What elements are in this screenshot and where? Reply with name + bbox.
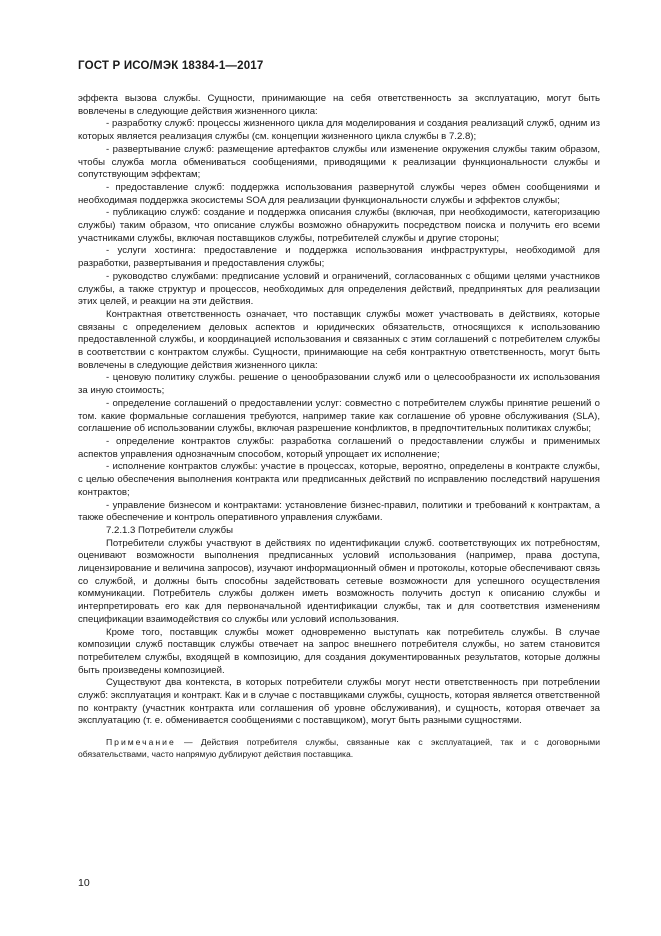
note-label: Примечание (106, 737, 176, 748)
paragraph-contexts: Существуют два контекста, в которых потребители службы могут нести ответственность при потреблении служб: эксплуатация и контракт. Как и в случае с поставщиками службы, сущность, которая является ответственной по контракту (участник контракта или соглашения об уровне обслуживания), и сущность, которая отвечает за эксплуатацию (т. е. обменивается сообщениями с поставщиком), могут быть разными сущностями. (78, 677, 600, 727)
document-header: ГОСТ Р ИСО/МЭК 18384-1—2017 (78, 60, 264, 72)
paragraph-consumers: Потребители службы участвуют в действиях по идентификации служб. соответствующих их потребностям, оценивают возможности выполнения предписанных условий использования (например, права доступа, лицензирование и величина запросов), изучают информационный обмен и протоколы, которые обеспечивают связь со службой, и должны быть способны задействовать сетевые возможности для успешного осуществления коммуникации. Потребитель службы должен иметь возможность получить доступ к описанию службы и интерпретировать его как для первоначальной идентификации службы, так и для соответствия изменениям спецификации взаимодействия со службы или условий использования. (78, 537, 600, 625)
list-item-publication: - публикацию служб: создание и поддержка описания службы (включая, при необходимости, категоризацию службы) таким образом, что описание службы возможно обнаружить посредством поиска и получить его всеми участниками службы, включая поставщиков службы, потребителей службы и другие стороны; (78, 207, 600, 244)
list-item-business-management: - управление бизнесом и контрактами: установление бизнес-правил, политики и требований к контрактам, а также обеспечение и контроль оперативного управления службами. (78, 499, 600, 524)
paragraph-continuation: эффекта вызова службы. Сущности, принимающие на себя ответственность за эксплуатацию, могут быть вовлечены в следующие действия жизненного цикла: (78, 93, 600, 117)
list-item-pricing: - ценовую политику службы. решение о ценообразовании служб или о целесообразности их использования за иную стоимость; (78, 372, 600, 397)
list-item-sla: - определение соглашений о предоставлении услуг: совместно с потребителем службы принятие решений о том. какие формальные соглашения требуются, например такие как соглашение об уровне обслуживания (SLA), соглашение об использовании службы, включая разрешение конфликтов, в предпочтительных политиках службы; (78, 397, 600, 435)
list-item-deployment: - развертывание служб: размещение артефактов службы или изменение окружения службы таким образом, чтобы служба могла обмениваться сообщениями, приводящими к реализации функциональности службы и сопутствующим эффектам; (78, 143, 600, 181)
list-item-development: - разработку служб: процессы жизненного цикла для моделирования и создания реализаций служб, одним из которых является реализация службы (см. концепции жизненного цикла службы в 7.2.8); (78, 118, 600, 143)
note-text: — Действия потребителя службы, связанные как с эксплуатацией, так и с договорными обязательствами, часто напрямую дублируют действия поставщика. (78, 737, 601, 760)
section-heading: 7.2.1.3 Потребители службы (106, 524, 233, 536)
list-item-contract-definition: - определение контрактов службы: разработка соглашений о предоставлении службы и применимых аспектов управления однозначным способом, который упрощает их исполнение; (78, 435, 600, 460)
list-item-contract-execution: - исполнение контрактов службы: участие в процессах, которые, вероятно, определены в контракте службы, с целью обеспечения выполнения контракта или предписанных действий по исправлению последствий нарушения контрактов; (78, 461, 600, 498)
list-item-hosting: - услуги хостинга: предоставление и поддержка использования инфраструктуры, необходимой для разработки, развертывания и предоставления службы; (78, 245, 600, 270)
note (78, 736, 600, 760)
page-number: 10 (78, 877, 90, 889)
paragraph-contract-responsibility: Контрактная ответственность означает, что поставщик службы может участвовать в действиях, которые связаны с определением деловых аспектов и юридических обязательств, относящихся к использованию предоставленной службы, и координацией использования и связанных с этим соглашений с потребителем службы в соответствии с контрактом службы. Сущности, принимающие на себя контрактную ответственность, могут быть вовлечены в следующие действия жизненного цикла: (78, 308, 600, 371)
document-body (78, 93, 600, 760)
list-item-provision: - предоставление служб: поддержка использования развернутой службы через обмен сообщениями и необходимая поддержка экосистемы SOA для реализации функциональности службы и эффектов службы; (78, 181, 600, 206)
paragraph-composition: Кроме того, поставщик службы может одновременно выступать как потребитель службы. В случае композиции служб поставщик службы отвечает на запрос внешнего потребителя службы, но затем становится потребителем службы, входящей в композицию, для создания документированных результатов, которые должны быть произведены композицией. (78, 626, 600, 676)
list-item-governance: - руководство службами: предписание условий и ограничений, согласованных с общими целями участников службы, а также структур и процессов, необходимых для определения действий, предпринятых для реализации этих целей, и реакции на эти действия. (78, 270, 600, 308)
